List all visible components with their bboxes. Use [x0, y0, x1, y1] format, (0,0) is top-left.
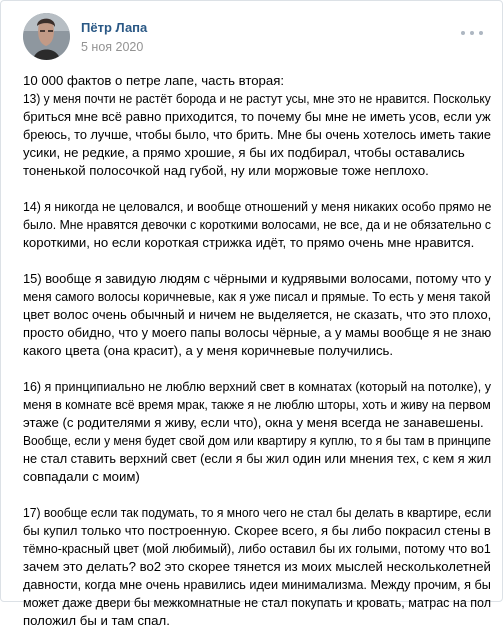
text-line: тёмно-красный цвет (мой любимый), либо оставил бы их голыми, потому что во1 — [23, 541, 491, 556]
text-line: 14) я никогда не целовался, и вообще отношений у меня никаких особо прямо не — [23, 199, 492, 214]
text-line: короткими, но если короткая стрижка идёт, то прямо очень мне нравится. — [23, 235, 475, 250]
text-line: было. Мне нравятся девочки с короткими волосами, не все, да и не обязательно с — [23, 217, 492, 232]
avatar-photo — [23, 13, 70, 60]
text-line: усики, не редкие, а прямо хрошие, я бы их подбирал, чтобы оставались — [23, 145, 465, 160]
text-line: совпадали с моим) — [23, 469, 140, 484]
text-line: меня в комнате всё время мрак, также я не люблю шторы, хоть и живу на первом — [23, 397, 491, 412]
paragraph-gap — [23, 180, 491, 198]
avatar[interactable] — [23, 13, 70, 60]
text-line: какого цвета (она красит), а у меня коричневые получились. — [23, 343, 394, 358]
post-paragraph-5 — [23, 504, 491, 630]
text-line: 16) я принципиально не люблю верхний свет в комнатах (который на потолке), у — [23, 379, 491, 394]
post-paragraph-2 — [23, 198, 491, 252]
text-line: тоненькой полосочкой над губой, ну или моржовые тоже неплохо. — [23, 163, 429, 178]
paragraph-gap — [23, 360, 491, 378]
text-line: давности, когда мне очень нравились идеи минимализма. Между прочим, я бы — [23, 577, 491, 592]
text-line: Вообще, если у меня будет свой дом или квартиру я куплю, то я бы там в принципе — [23, 433, 491, 448]
post-paragraph-3 — [23, 270, 491, 360]
dot — [461, 31, 465, 35]
text-line: 13) у меня почти не растёт борода и не растут усы, мне это не нравится. Поскольку — [23, 91, 491, 106]
text-line: 17) вообще если так подумать, то я много чего не стал бы делать в квартире, если — [23, 505, 492, 520]
dot — [479, 31, 483, 35]
text-line: не стал ставить верхний свет (если я бы жил один или мнения тех, с кем я жил — [23, 451, 492, 466]
paragraph-gap — [23, 252, 491, 270]
text-line: может даже двери бы межкомнатные не стал покупать и кровать, матрас на пол — [23, 595, 492, 610]
text-line: бриться мне всё равно приходится, то почему бы мне не иметь усов, если уж — [23, 109, 491, 124]
text-line: положил бы и там спал. — [23, 613, 170, 628]
dot — [470, 31, 474, 35]
post-header — [1, 1, 502, 71]
post-date[interactable]: 5 ноя 2020 — [81, 40, 144, 54]
post-text — [23, 72, 491, 630]
paragraph-gap — [23, 486, 491, 504]
post-paragraph-1 — [23, 72, 491, 180]
text-line: 15) вообще я завидую людям с чёрными и кудрявыми волосами, потому что у — [23, 271, 492, 286]
horizontal-dots-icon[interactable] — [461, 27, 483, 39]
text-line: цвет волос очень обычный и ничем не выделяется, не сказать, что это плохо, — [23, 307, 492, 322]
text-line: просто обидно, что у моего папы волосы чёрные, а у мамы вообще я не знаю — [23, 325, 492, 340]
text-line: 10 000 фактов о петре лапе, часть вторая: — [23, 73, 285, 88]
text-line: зачем это делать? во2 это скорее тянется из моих мыслей нескольколетней — [23, 559, 491, 574]
author-name-link[interactable]: Пётр Лапа — [81, 20, 148, 35]
text-line: бреюсь, то лучше, чтобы было, что брить. Мне бы очень хотелось иметь такие — [23, 127, 491, 142]
text-line: этаже (с родителями я живу, если что), окна у меня всегда не занавешены. — [23, 415, 484, 430]
text-line: бы купил только что построенную. Скорее всего, я бы либо покрасил стены в — [23, 523, 491, 538]
post-paragraph-4 — [23, 378, 491, 486]
text-line: меня самого волосы коричневые, как я уже писал и прямые. То есть у меня такой — [23, 289, 491, 304]
